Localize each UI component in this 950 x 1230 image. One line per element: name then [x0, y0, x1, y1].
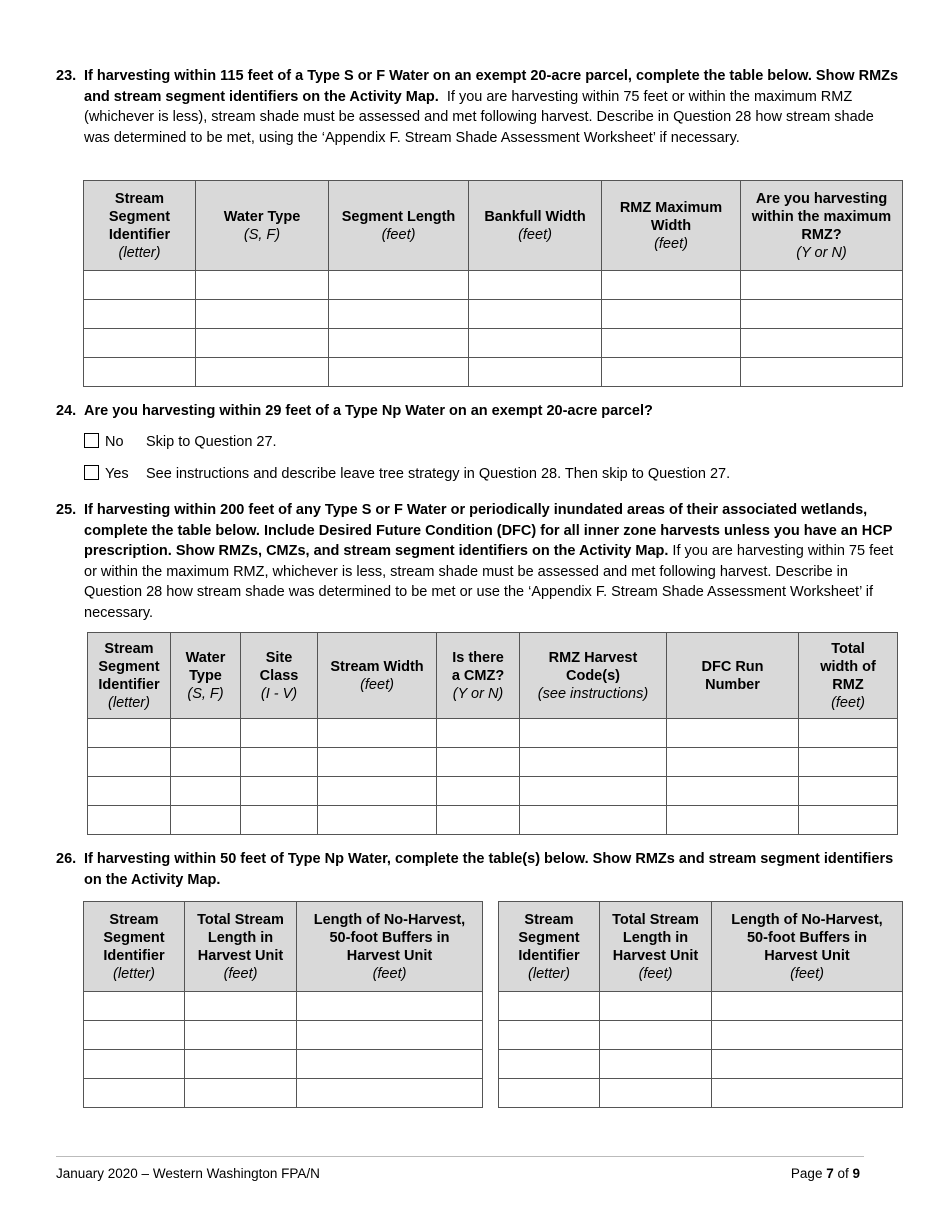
table-cell[interactable]	[712, 992, 903, 1021]
column-header: Length of No-Harvest, 50-foot Buffers in Harvest Unit (feet)	[297, 902, 483, 992]
option-label: Yes	[105, 466, 129, 482]
table-cell[interactable]	[602, 358, 741, 387]
table-row	[499, 1021, 903, 1050]
column-header: Stream Segment Identifier (letter)	[88, 633, 171, 719]
table-cell[interactable]	[437, 719, 520, 748]
question-prompt: If harvesting within 115 feet of a Type S or F Water on an exempt 20-acre parcel, complete the table below. Show RMZs and stream segment identifiers on the Activity Map.	[84, 68, 899, 105]
table-header-row	[84, 181, 903, 271]
table-cell[interactable]	[329, 329, 469, 358]
question-25	[56, 500, 900, 623]
table-cell[interactable]	[741, 329, 903, 358]
table-cell[interactable]	[469, 300, 602, 329]
table-cell[interactable]	[171, 719, 241, 748]
column-header: Water Type (S, F)	[196, 181, 329, 271]
table-cell[interactable]	[741, 300, 903, 329]
table-cell[interactable]	[84, 358, 196, 387]
question-number: 25.	[56, 502, 77, 518]
table-cell[interactable]	[667, 719, 799, 748]
table-cell[interactable]	[600, 1079, 712, 1108]
table-row	[84, 271, 903, 300]
table-cell[interactable]	[84, 1021, 185, 1050]
table-cell[interactable]	[84, 1079, 185, 1108]
table-cell[interactable]	[88, 719, 171, 748]
option-text: Skip to Question 27.	[146, 434, 277, 450]
footer-divider	[56, 1156, 864, 1157]
table-cell[interactable]	[600, 1050, 712, 1079]
table-cell[interactable]	[185, 1050, 297, 1079]
table-cell[interactable]	[171, 748, 241, 777]
table-cell[interactable]	[667, 806, 799, 835]
table-cell[interactable]	[241, 806, 318, 835]
column-header: Site Class (I - V)	[241, 633, 318, 719]
table-cell[interactable]	[196, 329, 329, 358]
table-cell[interactable]	[469, 271, 602, 300]
table-header-row	[499, 902, 903, 992]
table-cell[interactable]	[185, 992, 297, 1021]
table-cell[interactable]	[799, 806, 898, 835]
table-cell[interactable]	[499, 1021, 600, 1050]
table-row	[88, 806, 898, 835]
question-instructions: If you are harvesting within 75 feet or within the maximum RMZ (whichever is less), stream shade must be assessed and met following harvest. Describe in Question 28 how stream shade was determined to be met, using the ‘Appendix F. Stream Shade Assessment Worksheet’ if necessary.	[84, 88, 874, 146]
table-cell[interactable]	[196, 358, 329, 387]
table-cell[interactable]	[520, 719, 667, 748]
table-row	[88, 777, 898, 806]
table-cell[interactable]	[712, 1021, 903, 1050]
table-row	[84, 329, 903, 358]
table-cell[interactable]	[667, 777, 799, 806]
table-cell[interactable]	[437, 748, 520, 777]
column-header: RMZ Harvest Code(s) (see instructions)	[520, 633, 667, 719]
column-header: Length of No-Harvest, 50-foot Buffers in Harvest Unit (feet)	[712, 902, 903, 992]
column-header: Water Type (S, F)	[171, 633, 241, 719]
table-cell[interactable]	[469, 358, 602, 387]
table-cell[interactable]	[799, 777, 898, 806]
option-yes[interactable]	[84, 464, 731, 484]
table-cell[interactable]	[712, 1079, 903, 1108]
column-header: Stream Segment Identifier (letter)	[84, 181, 196, 271]
column-header: Total width of RMZ (feet)	[799, 633, 898, 719]
column-header: Total Stream Length in Harvest Unit (feet)	[185, 902, 297, 992]
q23-table	[83, 180, 903, 387]
table-row	[499, 1050, 903, 1079]
table-cell[interactable]	[88, 777, 171, 806]
question-prompt: If harvesting within 50 feet of Type Np Water, complete the table(s) below. Show RMZs and stream segment identifiers on the Activity Map.	[84, 851, 894, 888]
table-cell[interactable]	[185, 1021, 297, 1050]
table-cell[interactable]	[84, 300, 196, 329]
table-cell[interactable]	[520, 748, 667, 777]
checkbox-no[interactable]	[84, 433, 99, 448]
table-row	[84, 1021, 483, 1050]
column-header: Are you harvesting within the maximum RMZ? (Y or N)	[741, 181, 903, 271]
question-number: 24.	[56, 403, 77, 419]
table-cell[interactable]	[241, 748, 318, 777]
question-23	[56, 66, 900, 148]
table-row	[499, 992, 903, 1021]
table-cell[interactable]	[437, 806, 520, 835]
table-cell[interactable]	[84, 329, 196, 358]
table-row	[499, 1079, 903, 1108]
checkbox-yes[interactable]	[84, 465, 99, 480]
table-row	[88, 748, 898, 777]
table-cell[interactable]	[318, 806, 437, 835]
table-cell[interactable]	[196, 271, 329, 300]
table-cell[interactable]	[88, 806, 171, 835]
table-row	[84, 358, 903, 387]
table-cell[interactable]	[196, 300, 329, 329]
table-cell[interactable]	[318, 777, 437, 806]
table-cell[interactable]	[600, 1021, 712, 1050]
table-cell[interactable]	[329, 300, 469, 329]
option-text: See instructions and describe leave tree strategy in Question 28. Then skip to Question 27.	[146, 466, 731, 482]
column-header: Stream Width (feet)	[318, 633, 437, 719]
table-cell[interactable]	[499, 992, 600, 1021]
table-cell[interactable]	[171, 806, 241, 835]
table-cell[interactable]	[602, 271, 741, 300]
table-cell[interactable]	[185, 1079, 297, 1108]
q26-table-right	[498, 901, 903, 1108]
table-row	[88, 719, 898, 748]
table-cell[interactable]	[318, 748, 437, 777]
table-row	[84, 300, 903, 329]
table-cell[interactable]	[741, 271, 903, 300]
table-header-row	[88, 633, 898, 719]
table-row	[84, 992, 483, 1021]
table-cell[interactable]	[799, 719, 898, 748]
table-row	[84, 1050, 483, 1079]
table-cell[interactable]	[84, 992, 185, 1021]
footer-form-title: January 2020 – Western Washington FPA/N	[56, 1166, 320, 1181]
table-cell[interactable]	[329, 271, 469, 300]
table-cell[interactable]	[297, 992, 483, 1021]
table-cell[interactable]	[84, 271, 196, 300]
column-header: Is there a CMZ? (Y or N)	[437, 633, 520, 719]
footer-page-number: Page 7 of 9	[790, 1166, 860, 1181]
question-prompt: Are you harvesting within 29 feet of a Type Np Water on an exempt 20-acre parcel?	[84, 403, 653, 419]
table-cell[interactable]	[520, 777, 667, 806]
option-label: No	[105, 434, 124, 450]
option-no[interactable]	[84, 432, 277, 452]
table-cell[interactable]	[741, 358, 903, 387]
table-cell[interactable]	[241, 719, 318, 748]
table-cell[interactable]	[602, 329, 741, 358]
table-cell[interactable]	[667, 748, 799, 777]
question-number: 23.	[56, 68, 77, 84]
column-header: Stream Segment Identifier (letter)	[84, 902, 185, 992]
column-header: Stream Segment Identifier (letter)	[499, 902, 600, 992]
table-cell[interactable]	[437, 777, 520, 806]
table-header-row	[84, 902, 483, 992]
table-cell[interactable]	[297, 1021, 483, 1050]
table-cell[interactable]	[318, 719, 437, 748]
q25-table	[87, 632, 898, 835]
table-cell[interactable]	[602, 300, 741, 329]
table-cell[interactable]	[499, 1079, 600, 1108]
question-prompt: If harvesting within 200 feet of any Type S or F Water or periodically inundated areas of their associated wetlands, complete the table below. Include Desired Future Condition (DFC) for all inner zone harvests unless you have an HCP prescription. Show RMZs, CMZs, and stream segment identifiers on the Activity Map.	[84, 502, 893, 559]
table-cell[interactable]	[499, 1050, 600, 1079]
table-cell[interactable]	[171, 777, 241, 806]
table-row	[84, 1079, 483, 1108]
table-cell[interactable]	[297, 1079, 483, 1108]
table-cell[interactable]	[329, 358, 469, 387]
table-cell[interactable]	[241, 777, 318, 806]
table-cell[interactable]	[88, 748, 171, 777]
table-cell[interactable]	[520, 806, 667, 835]
question-26	[56, 849, 900, 890]
table-cell[interactable]	[799, 748, 898, 777]
column-header: Bankfull Width (feet)	[469, 181, 602, 271]
table-cell[interactable]	[297, 1050, 483, 1079]
question-number: 26.	[56, 851, 77, 867]
question-instructions: If you are harvesting within 75 feet or within the maximum RMZ, whichever is less, stream shade must be assessed and met following harvest. Describe in Question 28 how stream shade was determined to be met or use the ‘Appendix F. Stream Shade Assessment Worksheet’ if necessary.	[84, 543, 894, 621]
table-cell[interactable]	[84, 1050, 185, 1079]
column-header: RMZ Maximum Width (feet)	[602, 181, 741, 271]
table-cell[interactable]	[712, 1050, 903, 1079]
table-cell[interactable]	[600, 992, 712, 1021]
column-header: DFC Run Number	[667, 633, 799, 719]
column-header: Segment Length (feet)	[329, 181, 469, 271]
table-cell[interactable]	[469, 329, 602, 358]
q26-table-left	[83, 901, 483, 1108]
question-24	[56, 401, 900, 422]
column-header: Total Stream Length in Harvest Unit (feet)	[600, 902, 712, 992]
